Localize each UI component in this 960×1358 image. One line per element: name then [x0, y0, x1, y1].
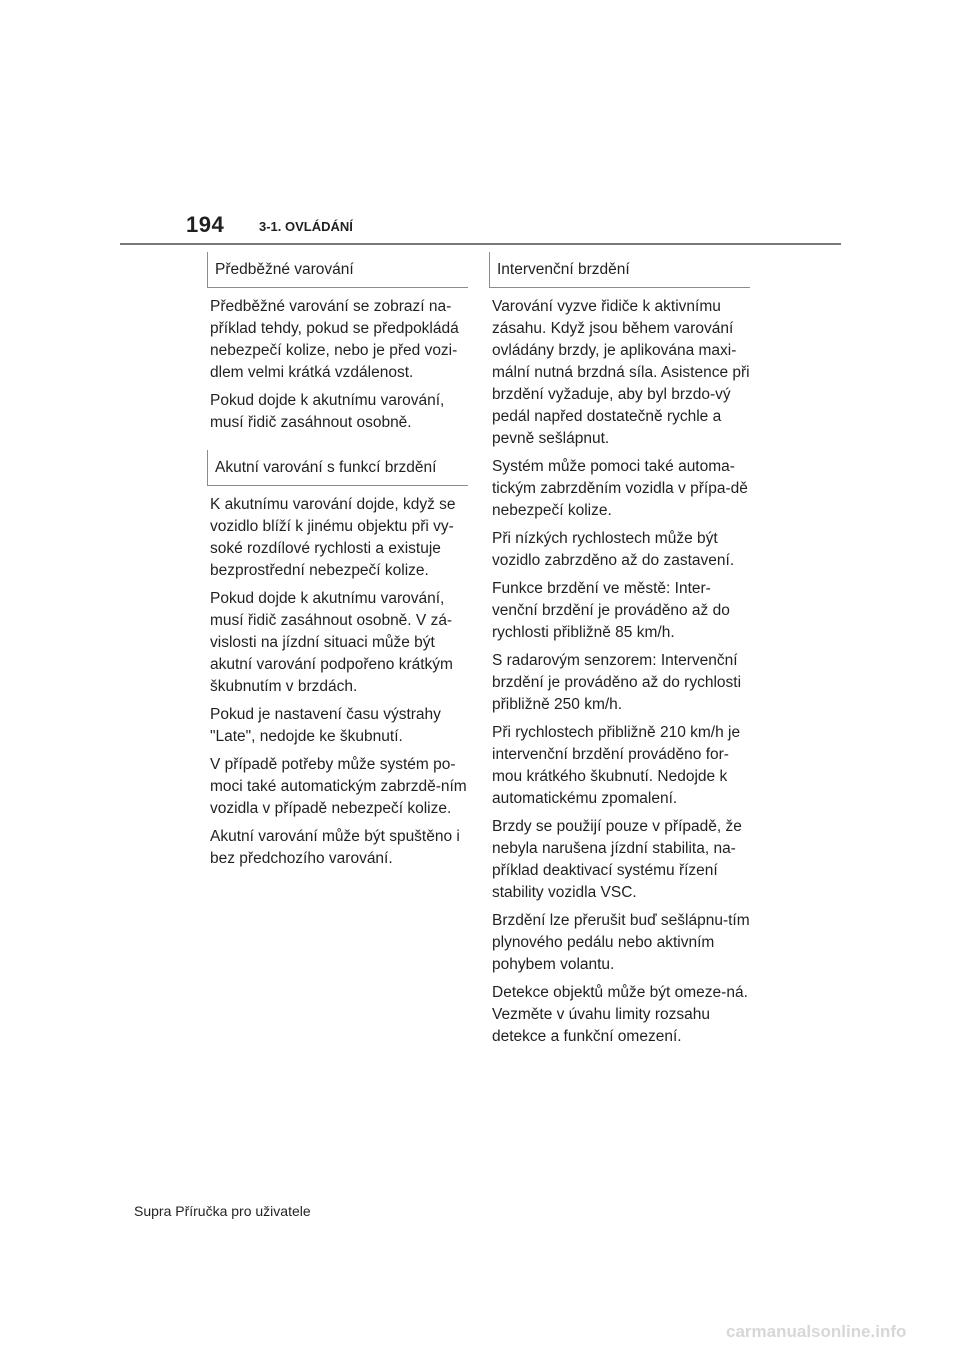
paragraph: Pokud dojde k akutnímu varování, musí řidič zasáhnout osobně. V zá-vislosti na jízdní situaci může být akutní varování podpořeno krátkým škubnutím v brzdách.	[210, 590, 453, 695]
paragraph: K akutnímu varování dojde, když se vozidlo blíží k jinému objektu při vy-soké rozdílové rychlosti a existuje bezprostřední nebezpečí kolize.	[210, 496, 456, 579]
heading-pre-warning: Předběžné varování	[207, 252, 468, 288]
paragraph: Při rychlostech přibližně 210 km/h je intervenční brzdění prováděno for-mou krátkého škubnutí. Nedojde k automatickému zpomalení.	[492, 724, 741, 807]
paragraph: Pokud je nastavení času výstrahy "Late", nedojde ke škubnutí.	[210, 706, 441, 745]
paragraph: Brzdy se použijí pouze v případě, že nebyla narušena jízdní stabilita, na-příklad deaktivací systému řízení stability vozidla VSC.	[492, 818, 742, 901]
header-divider	[120, 243, 841, 245]
paragraph: S radarovým senzorem: Intervenční brzdění je prováděno až do rychlosti přibližně 250 km/h.	[492, 652, 742, 713]
paragraph: Pokud dojde k akutnímu varování, musí řidič zasáhnout osobně.	[210, 392, 445, 431]
paragraph: Systém může pomoci také automa-tickým zabrzděním vozidla v přípa-dě nebezpečí kolize.	[492, 458, 748, 519]
footer-title: Supra Příručka pro uživatele	[134, 1203, 311, 1219]
paragraph: Varování vyzve řidiče k aktivnímu zásahu. Když jsou během varování ovládány brzdy, je aplikována maxi-mální nutná brzdná síla. Asistence při brzdění vyžaduje, aby byl brzdo-vý pedál napřed dostatečně rychle a pevně sešlápnut.	[492, 298, 750, 447]
heading-acute-warning: Akutní varování s funkcí brzdění	[207, 450, 468, 486]
section-title: 3-1. OVLÁDÁNÍ	[259, 219, 353, 234]
page-number: 194	[186, 212, 225, 237]
paragraph: Funkce brzdění ve městě: Inter-venční brzdění je prováděno až do rychlosti přibližně 85 km/h.	[492, 580, 730, 641]
heading-intervention-braking: Intervenční brzdění	[489, 252, 750, 288]
paragraph: Brzdění lze přerušit buď sešlápnu-tím plynového pedálu nebo aktivním pohybem volantu.	[492, 912, 750, 973]
right-column	[489, 252, 751, 1054]
paragraph: Předběžné varování se zobrazí na-příklad tehdy, pokud se předpokládá nebezpečí kolize, nebo je před vozi-dlem velmi krátká vzdálenost.	[210, 298, 459, 381]
paragraph: Akutní varování může být spuštěno i bez předchozího varování.	[210, 828, 460, 867]
paragraph: V případě potřeby může systém po-moci také automatickým zabrzdě-ním vozidla v případě nebezpečí kolize.	[210, 756, 467, 817]
paragraph: Detekce objektů může být omeze-ná. Vezměte v úvahu limity rozsahu detekce a funkční omezení.	[492, 984, 748, 1045]
paragraph: Při nízkých rychlostech může být vozidlo zabrzděno až do zastavení.	[492, 530, 735, 569]
watermark: carmanualsonline.info	[726, 1322, 907, 1341]
left-column	[207, 252, 469, 876]
